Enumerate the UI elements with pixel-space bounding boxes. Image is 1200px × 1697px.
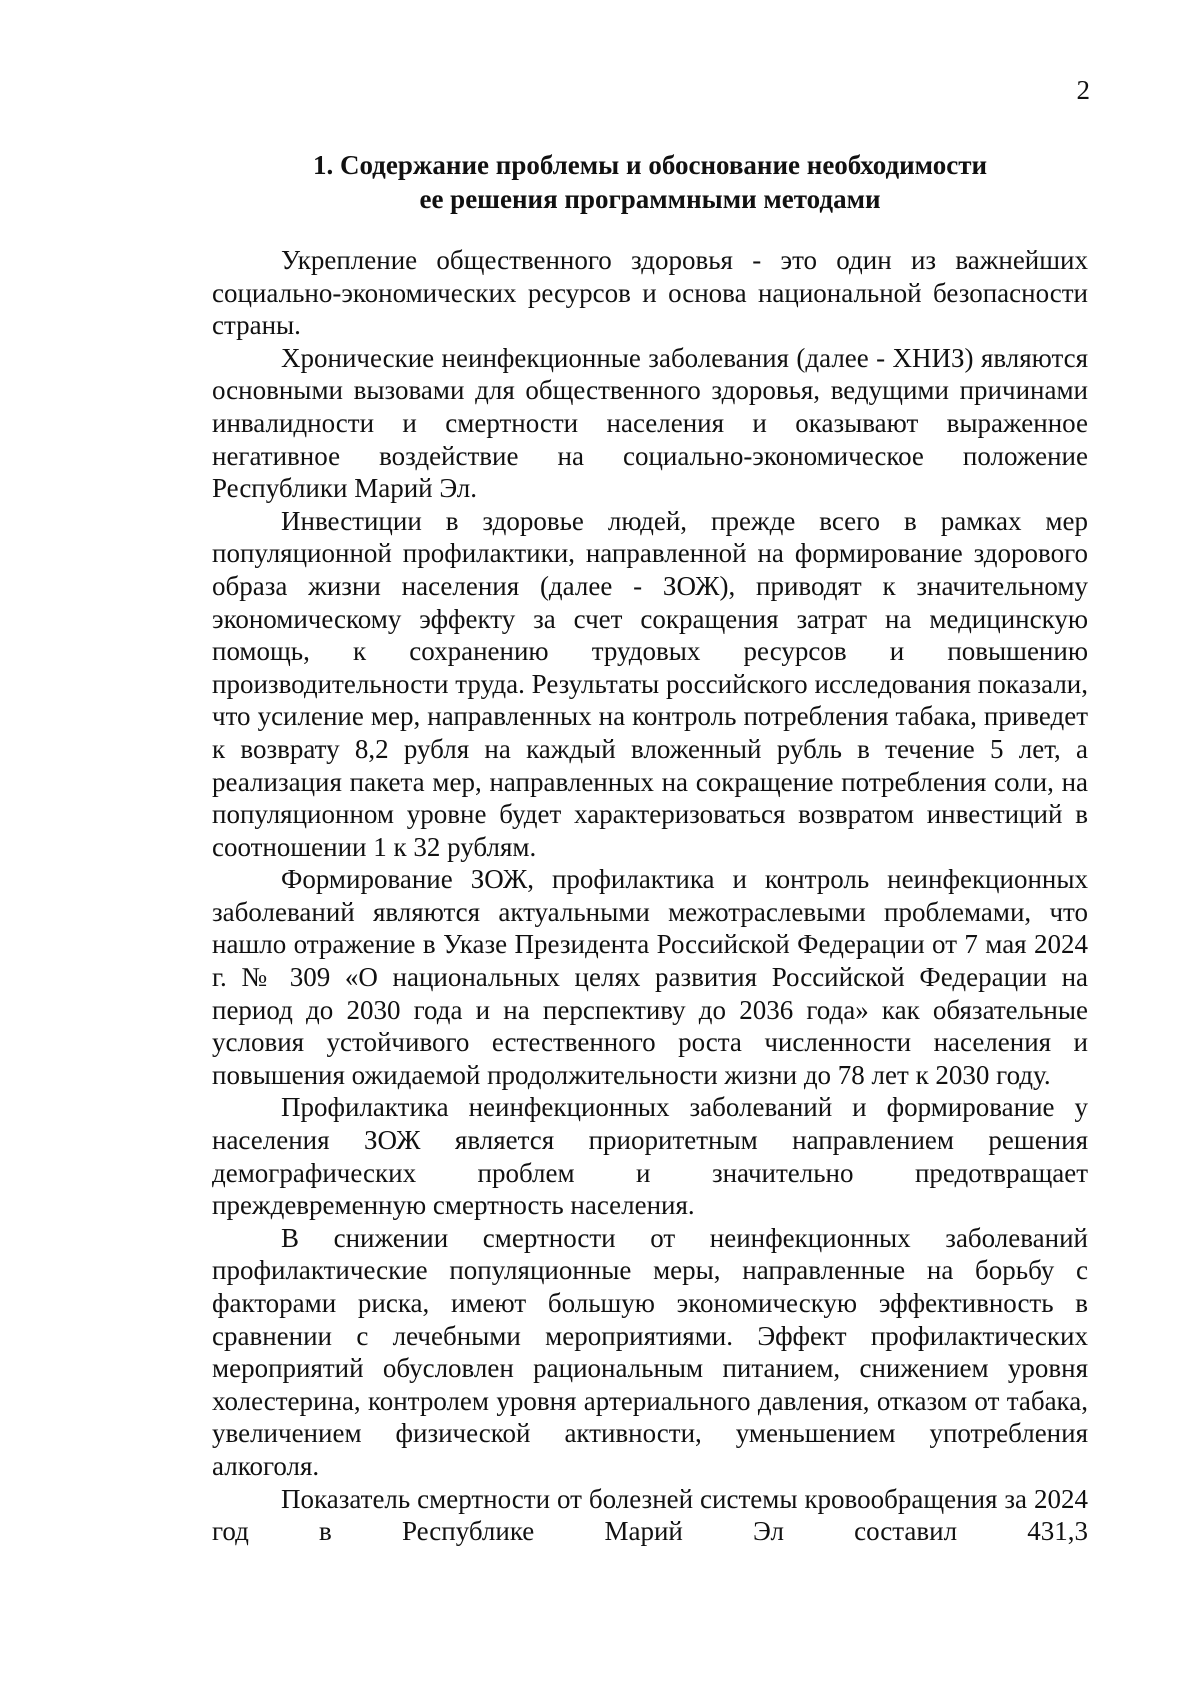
body-text: [212, 244, 1088, 1548]
paragraph-investments: Инвестиции в здоровье людей, прежде всего в рамках мер популяционной профилактики, направленной на формирование здорового образа жизни населения (далее - ЗОЖ), приводят к значительному экономическому эффекту за счет сокращения затрат на медицинскую помощь, к сохранению трудовых ресурсов и повышению производительности труда. Результаты российского исследования показали, что усиление мер, направленных на контроль потребления табака, приведет к возврату 8,2 рубля на каждый вложенный рубль в течение 5 лет, а реализация пакета мер, направленных на сокращение потребления соли, на популяционном уровне будет характеризоваться возвратом инвестиций в соотношении 1 к 32 рублям.: [212, 505, 1088, 862]
paragraph-public-health: Укрепление общественного здоровья - это один из важнейших социально-экономических ресурсов и основа национальной безопасности страны.: [212, 245, 1088, 341]
paragraph-mortality-reduction: В снижении смертности от неинфекционных заболеваний профилактические популяционные меры, направленные на борьбу с факторами риска, имеют большую экономическую эффективность в сравнении с лечебными мероприятиями. Эффект профилактических мероприятий обусловлен рациональным питанием, снижением уровня холестерина, контролем уровня артериального давления, отказом от табака, увеличением физической активности, уменьшением употребления алкоголя.: [212, 1222, 1088, 1481]
section-heading: [212, 148, 1088, 216]
paragraph-circulatory-mortality: Показатель смертности от болезней системы кровообращения за 2024 год в Республике Марий Эл составил 431,3: [212, 1483, 1088, 1547]
paragraph-presidential-decree: Формирование ЗОЖ, профилактика и контроль неинфекционных заболеваний являются актуальными межотраслевыми проблемами, что нашло отражение в Указе Президента Российской Федерации от 7 мая 2024 г. № 309 «О национальных целях развития Российской Федерации на период до 2030 года и на перспективу до 2036 года» как обязательные условия устойчивого естественного роста численности населения и повышения ожидаемой продолжительности жизни до 78 лет к 2030 году.: [212, 864, 1088, 1090]
section-heading-line-1: 1. Содержание проблемы и обоснование необходимости: [312, 150, 988, 180]
paragraph-prevention-priority: Профилактика неинфекционных заболеваний и формирование у населения ЗОЖ является приоритетным направлением решения демографических проблем и значительно предотвращает преждевременную смертность населения.: [212, 1092, 1088, 1221]
section-heading-line-2: ее решения программными методами: [419, 184, 881, 214]
page-number: 2: [1076, 75, 1090, 105]
paragraph-chronic-diseases: Хронические неинфекционные заболевания (далее - ХНИЗ) являются основными вызовами для общественного здоровья, ведущими причинами инвалидности и смертности населения и оказывают выраженное негативное воздействие на социально-экономическое положение Республики Марий Эл.: [212, 342, 1088, 504]
